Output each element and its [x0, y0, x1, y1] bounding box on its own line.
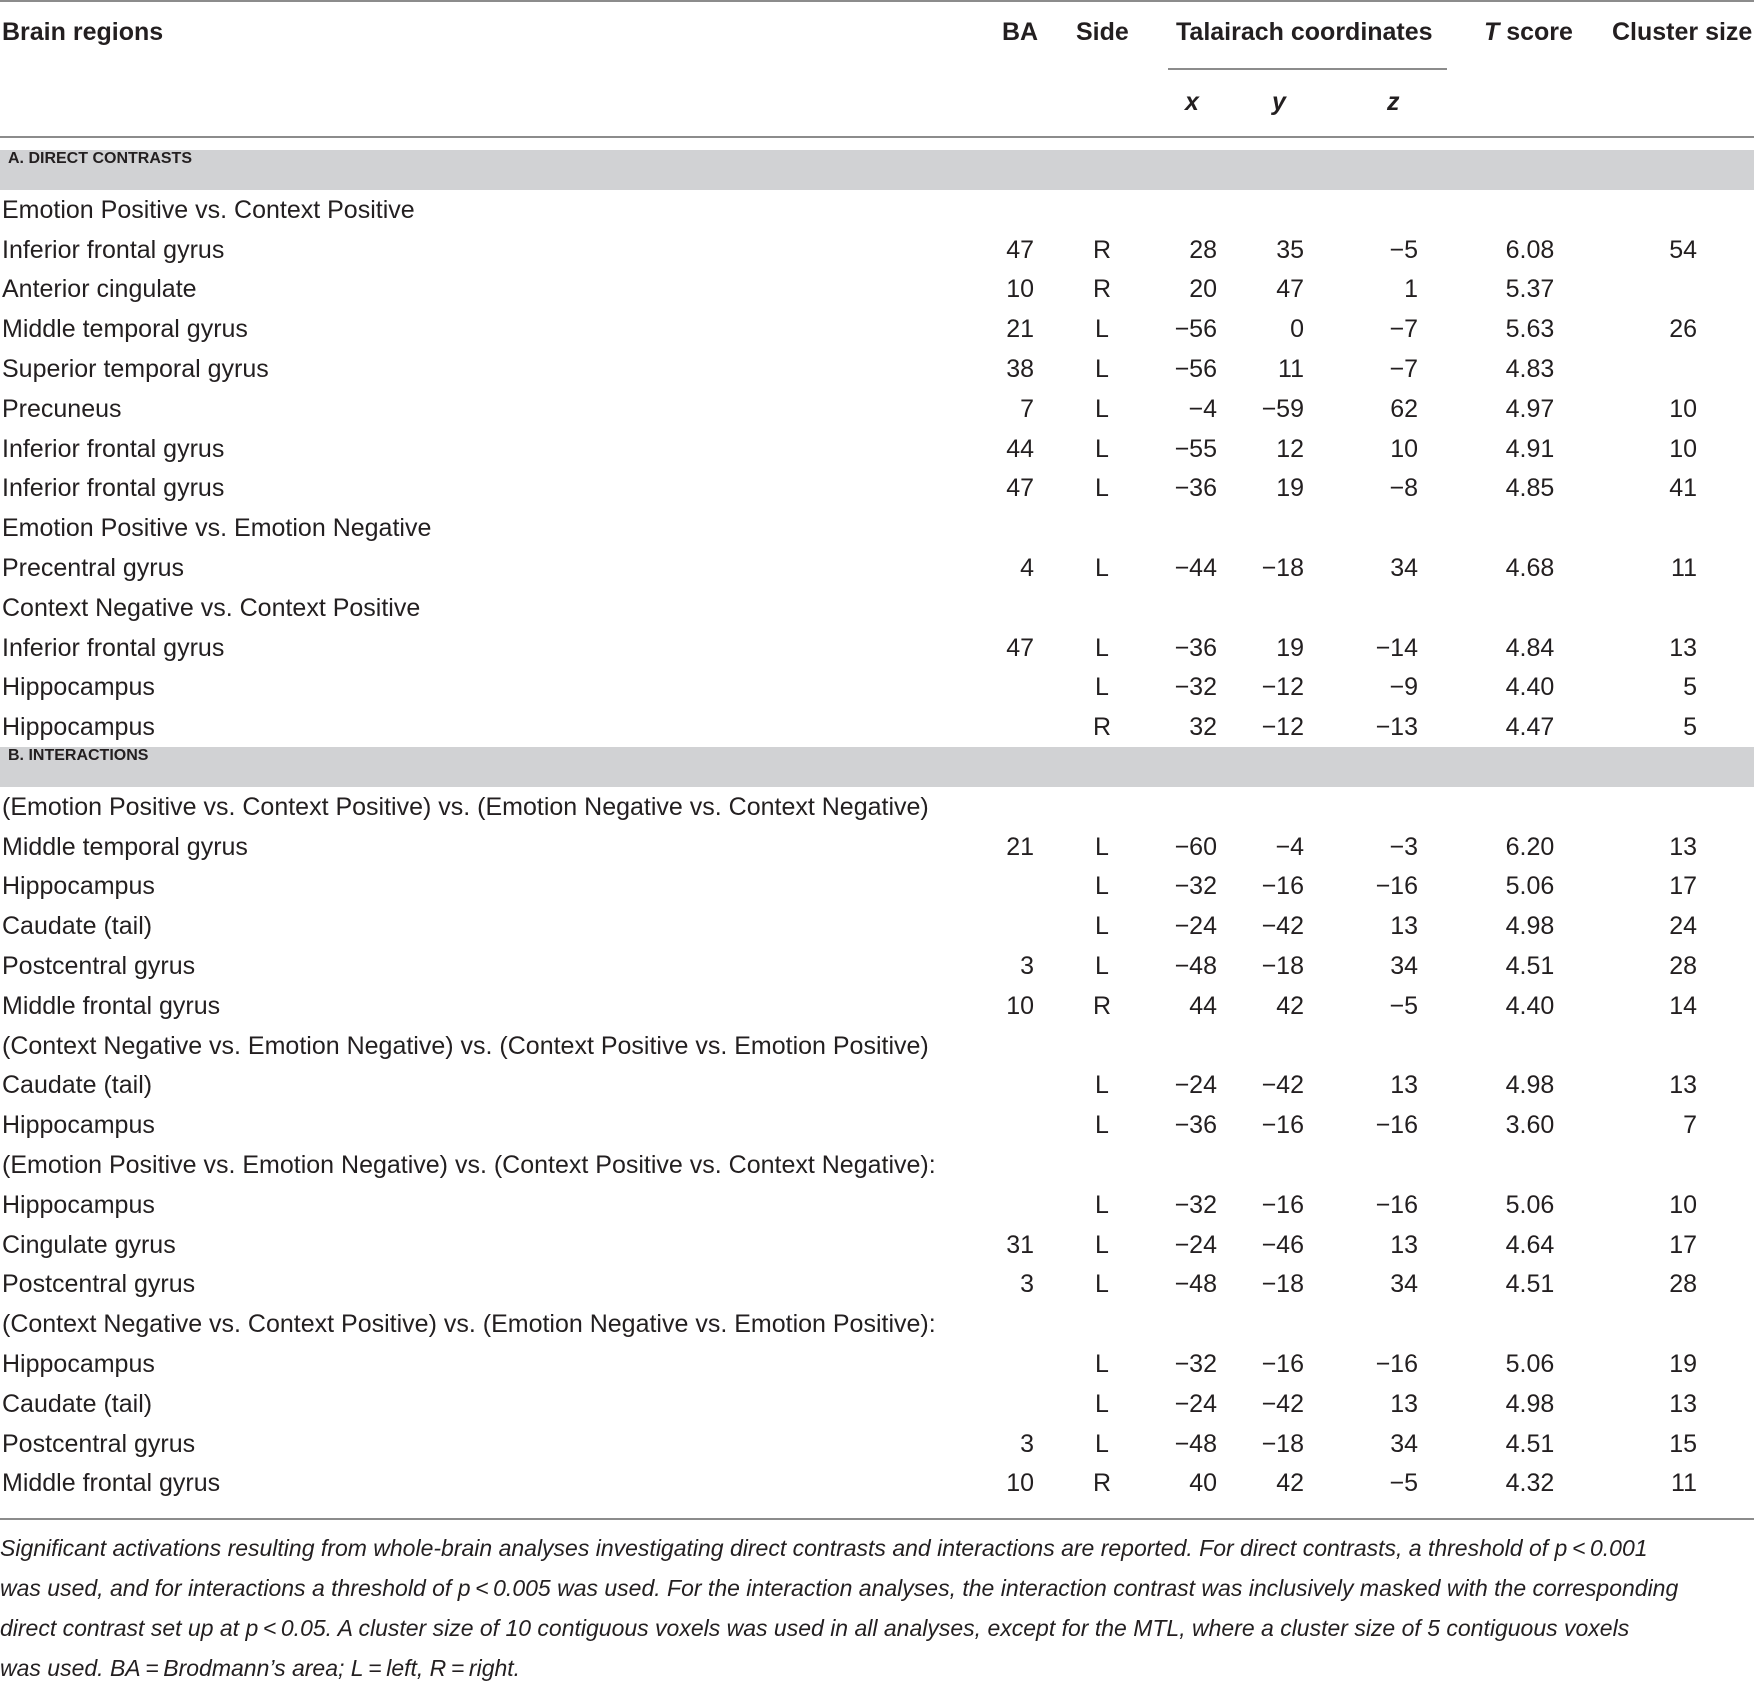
side-cell: L: [1095, 1390, 1109, 1418]
contrast-group-row: [0, 787, 1754, 827]
side-cell: L: [1095, 554, 1109, 582]
x-coord-cell: −48: [1174, 1270, 1217, 1298]
x-coord-cell: −24: [1174, 1231, 1217, 1259]
side-cell: R: [1092, 992, 1112, 1020]
side-cell: L: [1095, 395, 1109, 423]
ba-cell: 47: [1006, 236, 1034, 264]
x-coord-cell: −32: [1174, 1191, 1217, 1219]
footnote-line: was used. BA = Brodmann’s area; L = left, R = right.: [0, 1655, 521, 1681]
z-coord-cell: −16: [1375, 1111, 1418, 1139]
z-coord-cell: 62: [1390, 395, 1418, 423]
y-coord-cell: −12: [1261, 673, 1304, 701]
section-label: B. INTERACTIONS: [8, 747, 149, 764]
z-coord-cell: −16: [1375, 1350, 1418, 1378]
z-coord-cell: −3: [1389, 833, 1418, 861]
z-coord-cell: −9: [1389, 673, 1418, 701]
table-row: [0, 986, 1754, 1026]
ba-cell: 7: [1020, 395, 1034, 423]
t-score-cell: 3.60: [1505, 1111, 1555, 1139]
brain-region-cell: Anterior cingulate: [2, 275, 197, 303]
side-cell: R: [1092, 275, 1112, 303]
brain-region-cell: Middle frontal gyrus: [2, 992, 221, 1020]
side-cell: L: [1095, 634, 1109, 662]
brain-region-cell: Hippocampus: [2, 713, 155, 741]
table-row: [0, 389, 1754, 429]
x-coord-cell: −24: [1174, 912, 1217, 940]
table-row: [0, 628, 1754, 668]
cluster-size-cell: 10: [1669, 395, 1697, 423]
contrast-label: (Emotion Positive vs. Context Positive) vs. (Emotion Negative vs. Context Negative): [2, 793, 929, 821]
table-row: [0, 1065, 1754, 1105]
y-coord-cell: −16: [1261, 1191, 1304, 1219]
table-row: [0, 906, 1754, 946]
contrast-group-row: [0, 1304, 1754, 1344]
table-row: [0, 429, 1754, 469]
contrast-group-row: [0, 190, 1754, 230]
side-cell: L: [1095, 355, 1109, 383]
section-header: [0, 150, 1754, 190]
side-cell: L: [1095, 872, 1109, 900]
cluster-size-cell: 26: [1669, 315, 1697, 343]
table-row: [0, 1105, 1754, 1145]
z-coord-cell: 13: [1390, 1390, 1418, 1418]
y-coord-cell: −12: [1261, 713, 1304, 741]
y-coord-cell: −18: [1261, 952, 1304, 980]
cluster-size-cell: 13: [1669, 833, 1697, 861]
t-score-cell: 6.20: [1505, 833, 1555, 861]
x-coord-cell: −60: [1174, 833, 1217, 861]
x-coord-cell: −55: [1174, 435, 1217, 463]
table-row: [0, 468, 1754, 508]
t-score-cell: 4.40: [1505, 673, 1555, 701]
cluster-size-cell: 14: [1669, 992, 1697, 1020]
contrast-label: Context Negative vs. Context Positive: [2, 594, 421, 622]
contrast-label: Emotion Positive vs. Context Positive: [2, 196, 415, 224]
header-t-score: [1484, 17, 1573, 47]
ba-cell: 21: [1006, 833, 1034, 861]
z-coord-cell: 13: [1390, 912, 1418, 940]
ba-cell: 10: [1006, 1469, 1034, 1497]
ba-cell: 10: [1006, 992, 1034, 1020]
x-coord-cell: 44: [1189, 992, 1217, 1020]
header-side: Side: [1076, 18, 1129, 46]
table-row: [0, 866, 1754, 906]
t-score-cell: 4.51: [1505, 1430, 1555, 1458]
side-cell: R: [1092, 236, 1112, 264]
cluster-size-cell: 13: [1669, 1390, 1697, 1418]
z-coord-cell: −7: [1389, 355, 1418, 383]
x-coord-cell: −32: [1174, 673, 1217, 701]
t-score-cell: 4.40: [1505, 992, 1555, 1020]
ba-cell: 47: [1006, 634, 1034, 662]
t-score-cell: 4.64: [1505, 1231, 1555, 1259]
ba-cell: 3: [1020, 1430, 1034, 1458]
cluster-size-cell: 17: [1669, 872, 1697, 900]
z-coord-cell: −16: [1375, 1191, 1418, 1219]
table-row: [0, 1344, 1754, 1384]
t-score-cell: 4.84: [1505, 634, 1555, 662]
table-row: [0, 349, 1754, 389]
cluster-size-cell: 5: [1683, 673, 1697, 701]
x-coord-cell: −36: [1174, 1111, 1217, 1139]
z-coord-cell: −13: [1375, 713, 1418, 741]
z-coord-cell: 13: [1390, 1071, 1418, 1099]
contrast-group-row: [0, 508, 1754, 548]
table-row: [0, 1225, 1754, 1265]
t-score-cell: 4.91: [1505, 435, 1555, 463]
side-cell: L: [1095, 952, 1109, 980]
t-score-cell: 5.37: [1505, 275, 1555, 303]
table-row: [0, 707, 1754, 747]
table-row: [0, 946, 1754, 986]
brain-region-cell: Hippocampus: [2, 1350, 155, 1378]
header-talairach: Talairach coordinates: [1176, 18, 1433, 46]
y-coord-cell: −59: [1261, 395, 1304, 423]
cluster-size-cell: 5: [1683, 713, 1697, 741]
ba-cell: 21: [1006, 315, 1034, 343]
x-coord-cell: −32: [1174, 872, 1217, 900]
brain-region-cell: Caudate (tail): [2, 912, 153, 940]
cluster-size-cell: 10: [1669, 435, 1697, 463]
ba-cell: 3: [1020, 952, 1034, 980]
contrast-group-row: [0, 1145, 1754, 1185]
footnote-line: direct contrast set up at p < 0.05. A cluster size of 10 contiguous voxels was used in all analyses, except for the MTL, where a cluster size of 5 contiguous voxels: [0, 1615, 1630, 1641]
z-coord-cell: −8: [1389, 474, 1418, 502]
header-brain-regions: Brain regions: [2, 18, 164, 46]
side-cell: L: [1095, 1231, 1109, 1259]
y-coord-cell: −18: [1261, 1270, 1304, 1298]
ba-cell: 38: [1006, 355, 1034, 383]
table-row: [0, 1384, 1754, 1424]
header-cluster-size: Cluster size: [1612, 18, 1753, 46]
y-coord-cell: 47: [1276, 275, 1304, 303]
brain-region-cell: Middle frontal gyrus: [2, 1469, 221, 1497]
x-coord-cell: −48: [1174, 952, 1217, 980]
y-coord-cell: −42: [1261, 912, 1304, 940]
side-cell: L: [1095, 673, 1109, 701]
x-coord-cell: 40: [1189, 1469, 1217, 1497]
z-coord-cell: −5: [1389, 236, 1418, 264]
t-score-cell: 4.98: [1505, 1390, 1555, 1418]
contrast-label: Emotion Positive vs. Emotion Negative: [2, 514, 432, 542]
cluster-size-cell: 15: [1669, 1430, 1697, 1458]
x-coord-cell: −36: [1174, 474, 1217, 502]
x-coord-cell: −36: [1174, 634, 1217, 662]
brain-region-cell: Hippocampus: [2, 1191, 155, 1219]
side-cell: L: [1095, 1191, 1109, 1219]
brain-region-cell: Hippocampus: [2, 1111, 155, 1139]
side-cell: L: [1095, 833, 1109, 861]
brain-region-cell: Caudate (tail): [2, 1071, 153, 1099]
ba-cell: 44: [1006, 435, 1034, 463]
brain-region-cell: Inferior frontal gyrus: [2, 634, 225, 662]
header-t-score-label: score: [1499, 18, 1573, 46]
table-row: [0, 1463, 1754, 1503]
ba-cell: 4: [1020, 554, 1034, 582]
z-coord-cell: 34: [1390, 1430, 1418, 1458]
side-cell: L: [1095, 435, 1109, 463]
cluster-size-cell: 13: [1669, 634, 1697, 662]
t-score-cell: 4.47: [1505, 713, 1555, 741]
z-coord-cell: −16: [1375, 872, 1418, 900]
t-score-cell: 4.98: [1505, 1071, 1555, 1099]
table-row: [0, 1185, 1754, 1225]
cluster-size-cell: 24: [1669, 912, 1697, 940]
brain-region-cell: Postcentral gyrus: [2, 1430, 196, 1458]
y-coord-cell: 19: [1276, 634, 1304, 662]
cluster-size-cell: 11: [1671, 554, 1697, 582]
y-coord-cell: −42: [1261, 1390, 1304, 1418]
coordinates-underline: [1168, 68, 1447, 70]
t-score-cell: 4.85: [1505, 474, 1555, 502]
brain-region-cell: Middle temporal gyrus: [2, 315, 248, 343]
brain-region-cell: Caudate (tail): [2, 1390, 153, 1418]
section-label: A. DIRECT CONTRASTS: [8, 150, 192, 167]
z-coord-cell: 34: [1390, 1270, 1418, 1298]
y-coord-cell: −18: [1261, 1430, 1304, 1458]
brain-region-cell: Precuneus: [2, 395, 122, 423]
section-header: [0, 747, 1754, 787]
side-cell: R: [1092, 1469, 1112, 1497]
side-cell: L: [1095, 912, 1109, 940]
brain-region-cell: Middle temporal gyrus: [2, 833, 248, 861]
brain-region-cell: Precentral gyrus: [2, 554, 185, 582]
contrast-label: (Context Negative vs. Emotion Negative) vs. (Context Positive vs. Emotion Positive): [2, 1032, 929, 1060]
footnote-line: was used, and for interactions a threshold of p < 0.005 was used. For the interaction analyses, the interaction contrast was inclusively masked with the corresponding: [0, 1575, 1679, 1601]
side-cell: L: [1095, 1350, 1109, 1378]
y-coord-cell: 12: [1276, 435, 1304, 463]
y-coord-cell: 42: [1276, 1469, 1304, 1497]
t-score-cell: 4.97: [1505, 395, 1555, 423]
x-coord-cell: 28: [1189, 236, 1217, 264]
ba-cell: 3: [1020, 1270, 1034, 1298]
z-coord-cell: 10: [1390, 435, 1418, 463]
brain-region-cell: Cingulate gyrus: [2, 1231, 176, 1259]
side-cell: L: [1095, 474, 1109, 502]
cluster-size-cell: 28: [1669, 1270, 1697, 1298]
header-ba: BA: [1002, 18, 1039, 46]
brain-region-cell: Inferior frontal gyrus: [2, 474, 225, 502]
contrast-label: (Context Negative vs. Context Positive) vs. (Emotion Negative vs. Emotion Positive):: [2, 1310, 936, 1338]
z-coord-cell: 34: [1390, 554, 1418, 582]
x-coord-cell: −4: [1188, 395, 1217, 423]
z-coord-cell: 13: [1390, 1231, 1418, 1259]
contrast-label: (Emotion Positive vs. Emotion Negative) vs. (Context Positive vs. Context Negative):: [2, 1151, 936, 1179]
y-coord-cell: 0: [1290, 315, 1304, 343]
brain-region-cell: Superior temporal gyrus: [2, 355, 269, 383]
side-cell: L: [1095, 315, 1109, 343]
table-footnote: [0, 1528, 1754, 1688]
table-row: [0, 309, 1754, 349]
table-row: [0, 827, 1754, 867]
cluster-size-cell: 13: [1669, 1071, 1697, 1099]
table-row: [0, 230, 1754, 270]
ba-cell: 31: [1006, 1231, 1034, 1259]
y-coord-cell: −46: [1261, 1231, 1304, 1259]
ba-cell: 10: [1006, 275, 1034, 303]
t-score-cell: 5.06: [1505, 1191, 1555, 1219]
side-cell: R: [1092, 713, 1112, 741]
footnote-line: Significant activations resulting from whole-brain analyses investigating direct contrasts and interactions are reported. For direct contrasts, a threshold of p < 0.001: [0, 1535, 1648, 1561]
t-score-cell: 4.51: [1505, 952, 1555, 980]
x-coord-cell: 20: [1189, 275, 1217, 303]
y-coord-cell: 42: [1276, 992, 1304, 1020]
side-cell: L: [1095, 1111, 1109, 1139]
cluster-size-cell: 10: [1669, 1191, 1697, 1219]
table-row: [0, 1264, 1754, 1304]
brain-region-cell: Postcentral gyrus: [2, 952, 196, 980]
z-coord-cell: 34: [1390, 952, 1418, 980]
y-coord-cell: −16: [1261, 1350, 1304, 1378]
brain-region-cell: Inferior frontal gyrus: [2, 435, 225, 463]
cluster-size-cell: 54: [1669, 236, 1697, 264]
t-score-cell: 5.06: [1505, 1350, 1555, 1378]
header-z: z: [1387, 88, 1400, 116]
y-coord-cell: −16: [1261, 1111, 1304, 1139]
table-row: [0, 269, 1754, 309]
cluster-size-cell: 28: [1669, 952, 1697, 980]
header-t-letter: T: [1484, 18, 1500, 46]
table-row: [0, 548, 1754, 588]
t-score-cell: 4.32: [1505, 1469, 1555, 1497]
y-coord-cell: −16: [1261, 872, 1304, 900]
side-cell: L: [1095, 1071, 1109, 1099]
x-coord-cell: −32: [1174, 1350, 1217, 1378]
t-score-cell: 5.06: [1505, 872, 1555, 900]
x-coord-cell: −44: [1174, 554, 1217, 582]
cluster-size-cell: 19: [1669, 1350, 1697, 1378]
side-cell: L: [1095, 1270, 1109, 1298]
side-cell: L: [1095, 1430, 1109, 1458]
t-score-cell: 4.68: [1505, 554, 1555, 582]
cluster-size-cell: 17: [1669, 1231, 1697, 1259]
contrast-group-row: [0, 588, 1754, 628]
cluster-size-cell: 41: [1669, 474, 1697, 502]
table-row: [0, 667, 1754, 707]
y-coord-cell: −42: [1261, 1071, 1304, 1099]
y-coord-cell: −18: [1261, 554, 1304, 582]
brain-region-cell: Inferior frontal gyrus: [2, 236, 225, 264]
contrast-group-row: [0, 1026, 1754, 1066]
table-row: [0, 1424, 1754, 1464]
brain-region-cell: Hippocampus: [2, 673, 155, 701]
x-coord-cell: −48: [1174, 1430, 1217, 1458]
header-rule: [0, 136, 1754, 138]
x-coord-cell: −24: [1174, 1071, 1217, 1099]
z-coord-cell: −7: [1389, 315, 1418, 343]
x-coord-cell: −56: [1174, 355, 1217, 383]
t-score-cell: 4.83: [1505, 355, 1555, 383]
cluster-size-cell: 11: [1671, 1469, 1697, 1497]
z-coord-cell: −5: [1389, 1469, 1418, 1497]
z-coord-cell: −5: [1389, 992, 1418, 1020]
header-x: x: [1185, 88, 1199, 116]
y-coord-cell: 35: [1276, 236, 1304, 264]
cluster-size-cell: 7: [1683, 1111, 1697, 1139]
y-coord-cell: −4: [1275, 833, 1304, 861]
x-coord-cell: −24: [1174, 1390, 1217, 1418]
ba-cell: 47: [1006, 474, 1034, 502]
t-score-cell: 6.08: [1505, 236, 1555, 264]
z-coord-cell: −14: [1375, 634, 1418, 662]
t-score-cell: 5.63: [1505, 315, 1555, 343]
header-y: y: [1272, 88, 1286, 116]
y-coord-cell: 19: [1276, 474, 1304, 502]
x-coord-cell: −56: [1174, 315, 1217, 343]
t-score-cell: 4.51: [1505, 1270, 1555, 1298]
table-bottom-rule: [0, 1518, 1754, 1520]
z-coord-cell: 1: [1404, 275, 1418, 303]
y-coord-cell: 11: [1278, 355, 1304, 383]
brain-region-cell: Hippocampus: [2, 872, 155, 900]
x-coord-cell: 32: [1189, 713, 1217, 741]
brain-region-cell: Postcentral gyrus: [2, 1270, 196, 1298]
table-top-rule: [0, 0, 1754, 2]
t-score-cell: 4.98: [1505, 912, 1555, 940]
